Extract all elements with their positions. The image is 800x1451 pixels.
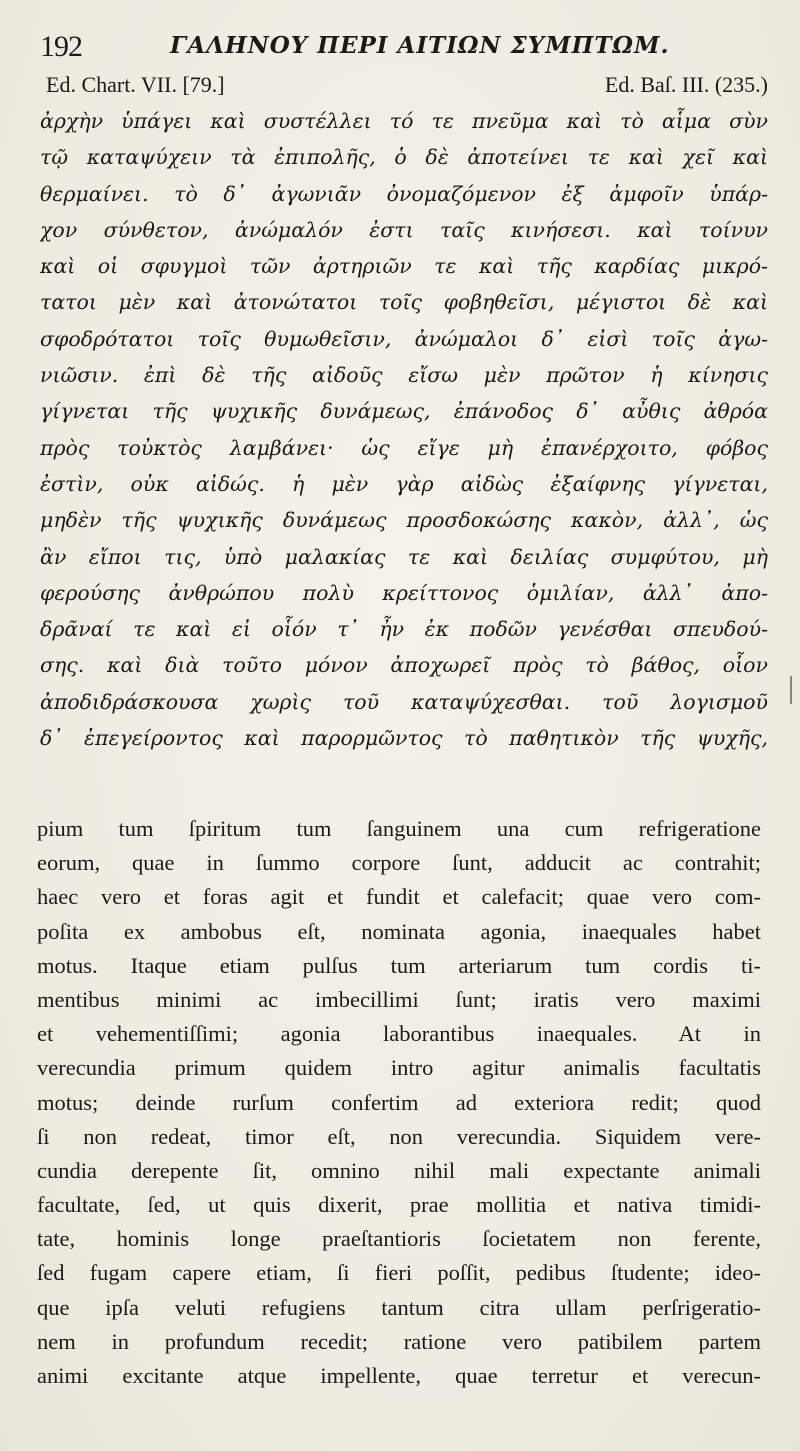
latin-line: pium tum ſpiritum tum ſanguinem una cum refrigeratione [37, 816, 761, 841]
greek-line: ἂν εἴποι τις, ὑπὸ μαλακίας τε καὶ δειλίας συμφύτου, μὴ [40, 544, 768, 569]
latin-line: motus. Itaque etiam pulſus tum arteriarum tum cordis ti- [37, 952, 761, 978]
edition-chartier-reference: Ed. Chart. VII. [79.] [46, 72, 225, 97]
greek-line: τατοι μὲν καὶ ἀτονώτατοι τοῖς φοβηθεῖσι, μέγιστοι δὲ καὶ [40, 290, 768, 315]
greek-line: νιῶσιν. ἐπὶ δὲ τῆς αἰδοῦς εἴσω μὲν πρῶτον ἡ κίνησις [40, 363, 768, 388]
running-title: ΓΑΛΗΝΟΥ ΠΕΡΙ ΑΙΤΙΩΝ ΣΥΜΠΤΩΜ. [170, 32, 670, 59]
greek-line: ἀποδιδράσκουσα χωρὶς τοῦ καταψύχεσθαι. τοῦ λογισμοῦ [40, 689, 768, 714]
page-number: 192 [40, 30, 82, 63]
greek-line: ἀρχὴν ὑπάγει καὶ συστέλλει τό τε πνεῦμα καὶ τὸ αἷμα σὺν [40, 109, 768, 133]
edition-references [46, 72, 768, 102]
latin-text-block [37, 812, 761, 1393]
greek-line: ἐστὶν, οὐκ αἰδώς. ἡ μὲν γὰρ αἰδὼς ἐξαίφνης γίγνεται, [40, 471, 768, 496]
latin-line: motus; deinde rurſum confertim ad exteriora redit; quod [37, 1089, 761, 1115]
greek-line: γίγνεται τῆς ψυχικῆς δυνάμεως, ἐπάνοδος δ᾽ αὖθις ἀθρόα [40, 399, 768, 424]
latin-line: ſed fugam capere etiam, ſi fieri poſſit, pedibus ſtudente; ideo- [37, 1260, 761, 1286]
latin-line: facultate, ſed, ut quis dixerit, prae mollitia et nativa timidi- [37, 1192, 761, 1218]
latin-line: verecundia primum quidem intro agitur animalis facultatis [37, 1055, 761, 1081]
latin-line: tate, hominis longe praeſtantioris ſocietatem non ferente, [37, 1226, 761, 1252]
latin-line: eorum, quae in ſummo corpore ſunt, adducit ac contrahit; [37, 850, 761, 876]
greek-line: μηδὲν τῆς ψυχικῆς δυνάμεως προσδοκώσης κακὸν, ἀλλ᾽, ὡς [40, 508, 768, 533]
latin-line: poſita ex ambobus eſt, nominata agonia, inaequales habet [37, 918, 761, 944]
greek-line: τῷ καταψύχειν τὰ ἐπιπολῆς, ὁ δὲ ἀποτείνει τε καὶ χεῖ καὶ [40, 145, 768, 170]
latin-line: ſi non redeat, timor eſt, non verecundia. Siquidem vere- [37, 1123, 761, 1149]
greek-line: φερούσης ἀνθρώπου πολὺ κρείττονος ὁμιλίαν, ἀλλ᾽ ἀπο- [40, 580, 768, 605]
greek-line: δρᾶναί τε καὶ εἰ οἷόν τ᾽ ἦν ἐκ ποδῶν γενέσθαι σπευδού- [40, 617, 768, 642]
latin-line: cundia derepente ſit, omnino nihil mali expectante animali [37, 1157, 761, 1183]
greek-line: σφοδρότατοι τοῖς θυμωθεῖσιν, ἀνώμαλοι δ᾽ εἰσὶ τοῖς ἀγω- [40, 326, 768, 351]
latin-line: et vehementiſſimi; agonia laborantibus inaequales. At in [37, 1021, 761, 1047]
greek-line: σης. καὶ διὰ τοῦτο μόνον ἀποχωρεῖ πρὸς τὸ βάθος, οἷον [40, 653, 768, 678]
latin-line: que ipſa veluti refugiens tantum citra ullam perſrigeratio- [37, 1294, 761, 1320]
greek-text-block [40, 103, 768, 756]
latin-line: mentibus minimi ac imbecillimi ſunt; iratis vero maximi [37, 986, 761, 1012]
greek-line: θερμαίνει. τὸ δ᾽ ἀγωνιᾶν ὀνομαζόμενον ἐξ ἀμφοῖν ὑπάρ- [40, 181, 768, 206]
greek-line: πρὸς τοὐκτὸς λαμβάνει· ὡς εἴγε μὴ ἐπανέρχοιτο, φόβος [40, 435, 768, 460]
latin-line: nem in profundum recedit; ratione vero patibilem partem [37, 1328, 761, 1354]
latin-line: animi excitante atque impellente, quae terretur et verecun- [37, 1363, 761, 1388]
greek-line: χον σύνθετον, ἀνώμαλόν ἐστι ταῖς κινήσεσι. καὶ τοίνυν [40, 217, 768, 242]
latin-line: haec vero et foras agit et fundit et calefacit; quae vero com- [37, 884, 761, 910]
greek-line: δ᾽ ἐπεγείροντος καὶ παρορμῶντος τὸ παθητικὸν τῆς ψυχῆς, [40, 726, 768, 751]
margin-mark [790, 676, 792, 704]
page-header [40, 26, 770, 62]
edition-basel-reference: Ed. Baſ. III. (235.) [604, 72, 768, 97]
greek-line: καὶ οἱ σφυγμοὶ τῶν ἀρτηριῶν τε καὶ τῆς καρδίας μικρό- [40, 254, 768, 279]
